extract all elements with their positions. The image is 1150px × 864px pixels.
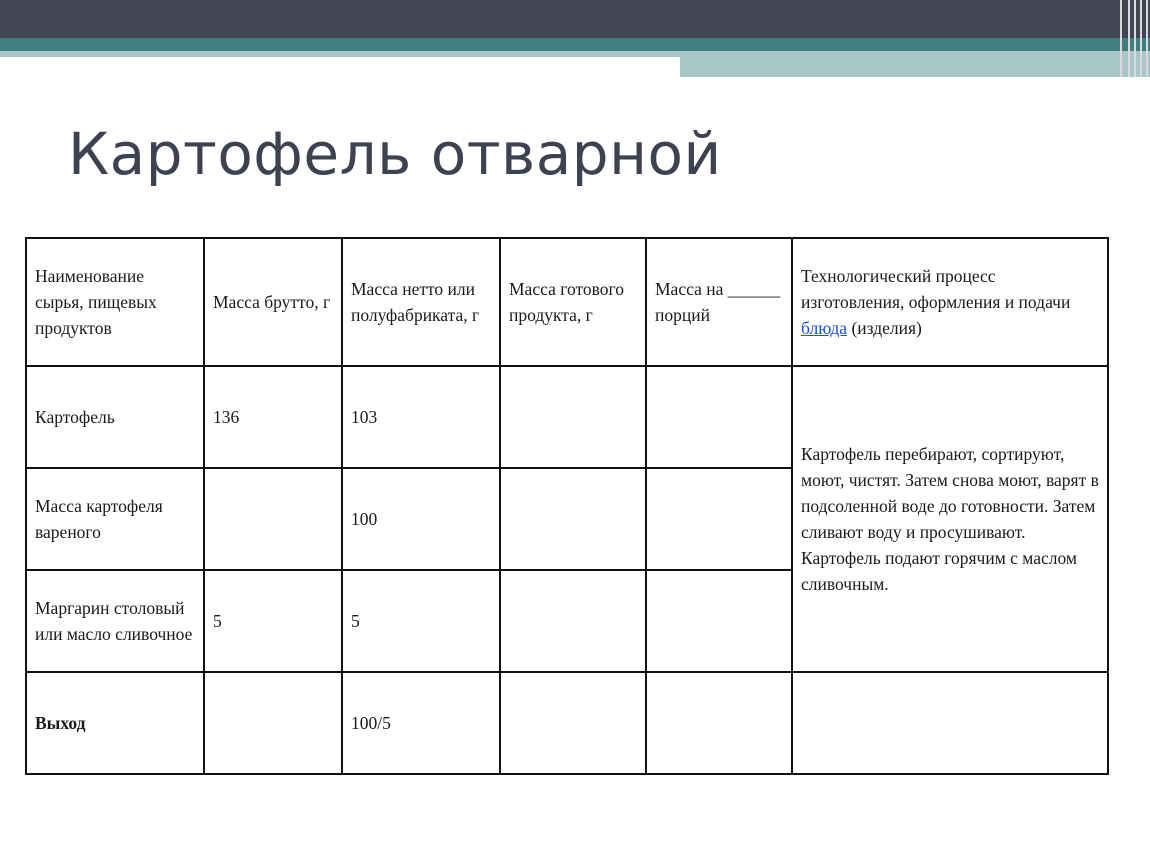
cell-finished [500,468,646,570]
cell-per-portions [646,468,792,570]
header-dark-bar [0,0,1150,38]
cell-name: Масса картофеля вареного [26,468,204,570]
header-process-suffix: (изделия) [847,318,922,338]
header-process [792,238,1108,366]
header-name: Наименование сырья, пищевых продуктов [26,238,204,366]
header-light-bar [0,51,680,57]
table-header-row [26,238,1108,366]
output-per-portions [646,672,792,774]
header-net: Масса нетто или полуфабриката, г [342,238,500,366]
header-teal-bar [0,38,1150,51]
cell-gross [204,468,342,570]
slide-title: Картофель отварной [68,120,722,188]
cell-finished [500,366,646,468]
header-process-text: Технологический процесс изготовления, оформления и подачи [801,266,1071,312]
header-finished: Масса готового продукта, г [500,238,646,366]
cell-net: 100 [342,468,500,570]
dish-link[interactable]: блюда [801,318,848,338]
header-light-bar-right [680,51,1150,77]
cell-per-portions [646,570,792,672]
cell-net: 5 [342,570,500,672]
table-row [26,366,1108,468]
recipe-table [25,237,1109,775]
header-gross: Масса брутто, г [204,238,342,366]
output-gross [204,672,342,774]
cell-gross: 136 [204,366,342,468]
table-output-row [26,672,1108,774]
output-finished [500,672,646,774]
output-label: Выход [26,672,204,774]
cell-per-portions [646,366,792,468]
decorative-stripes [1114,0,1150,77]
cell-net: 103 [342,366,500,468]
cell-finished [500,570,646,672]
process-description: Картофель перебирают, сортируют, моют, чистят. Затем снова моют, варят в подсоленной воде до готовности. Затем сливают воду и просушивают. Картофель подают горячим с маслом сливочным. [792,366,1108,672]
cell-name: Картофель [26,366,204,468]
output-net: 100/5 [342,672,500,774]
cell-name: Маргарин столовый или масло сливочное [26,570,204,672]
header-per-portions: Масса на ______ порций [646,238,792,366]
cell-gross: 5 [204,570,342,672]
output-process [792,672,1108,774]
